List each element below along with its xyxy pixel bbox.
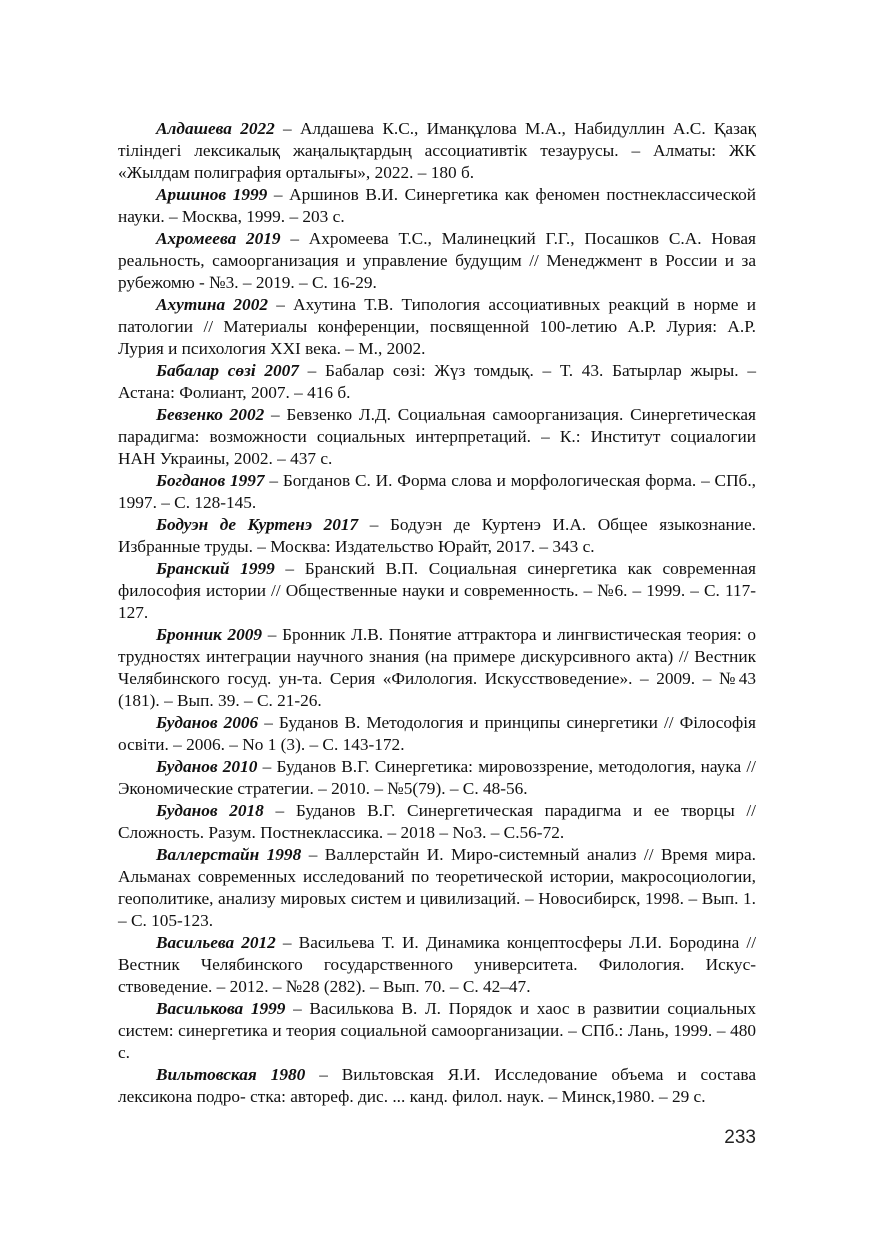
bibliography-entry [118, 998, 756, 1064]
entry-key: Буданов 2018 [156, 801, 264, 820]
entry-key: Бабалар сөзі 2007 [156, 361, 299, 380]
entry-key: Василькова 1999 [156, 999, 286, 1018]
entry-text: – Валлерстайн И. Миро-системный анализ // Время мира. Альманах современных исследований по теоретической истории, макросоциологии, геополитике, анализу мировых систем и цивилизаций. – Новосибирск, 1998. – Вып. 1. – С. 105-123. [118, 845, 757, 930]
bibliography-entry [118, 712, 756, 756]
entry-text: – Бронник Л.В. Понятие аттрактора и лингвистическая теория: о трудностях интеграции научного знания (на примере дискурсивного акта) // Вестник Челябинского госуд. ун-та. Серия «Филология. Искусствоведение». – 2009. – №43 (181). – Вып. 39. – С. 21-26. [118, 625, 756, 710]
entry-text: – Васильева Т. И. Динамика концептосферы Л.И. Бородина // Вестник Челябинского государственного университета. Филология. Искусствоведение. – 2012. – №28 (282). – Вып. 70. – С. 42–47. [118, 933, 756, 996]
entry-key: Бевзенко 2002 [156, 405, 265, 424]
entry-key: Валлерстайн 1998 [156, 845, 302, 864]
bibliography-entry [118, 800, 756, 844]
entry-key: Алдашева 2022 [156, 119, 275, 138]
entry-key: Бранский 1999 [156, 559, 275, 578]
entry-text: – Вильтовская Я.И. Исследование объема и состава лексикона подро- стка: автореф. дис. ... канд. филол. наук. – Минск,1980. – 29 с. [118, 1065, 756, 1106]
entry-text: – Буданов В.Г. Синергетика: мировоззрение, методология, наука // Экономические стратегии. – 2010. – №5(79). – С. 48-56. [118, 757, 756, 798]
entry-text: – Аршинов В.И. Синергетика как феномен постнеклассической науки. – Москва, 1999. – 203 с. [118, 185, 757, 226]
entry-text: – Буданов В. Методология и принципы синергетики // Філософія освіти. – 2006. – No 1 (3). – С. 143-172. [118, 713, 756, 754]
bibliography-entry [118, 932, 756, 998]
entry-key: Буданов 2010 [156, 757, 258, 776]
entry-text: – Алдашева К.С., Иманқұлова М.А., Набидуллин А.С. Қазақ тіліндегі лексикалық жаңалықтардың ассоциативтік тезаурусы. – Алматы: ЖК «Жылдам полиграфия орталығы», 2022. – 180 б. [118, 119, 756, 182]
entry-text: – Ахутина Т.В. Типология ассоциативных реакций в норме и патологии // Материалы конференции, посвященной 100-летию А.Р. Лурия: А.Р. Лурия и психология XXI века. – М., 2002. [118, 295, 756, 358]
entry-key: Васильева 2012 [156, 933, 276, 952]
bibliography-entry [118, 404, 756, 470]
bibliography-list [118, 118, 756, 1108]
entry-key: Бодуэн де Куртенэ 2017 [156, 515, 359, 534]
bibliography-entry [118, 514, 756, 558]
bibliography-entry [118, 294, 756, 360]
bibliography-entry [118, 756, 756, 800]
entry-text: – Богданов С. И. Форма слова и морфологическая форма. – СПб., 1997. – С. 128-145. [118, 471, 756, 512]
entry-text: – Бодуэн де Куртенэ И.А. Общее языкознание. Избранные труды. – Москва: Издательство Юрайт, 2017. – 343 с. [118, 515, 756, 556]
bibliography-entry [118, 360, 756, 404]
bibliography-entry [118, 624, 756, 712]
entry-text: – Василькова В. Л. Порядок и хаос в развитии социальных систем: синергетика и теория социальной самоорганизации. – СПб.: Лань, 1999. – 480 с. [118, 999, 756, 1062]
entry-key: Буданов 2006 [156, 713, 259, 732]
entry-text: – Бабалар сөзі: Жүз томдық. – Т. 43. Батырлар жыры. – Астана: Фолиант, 2007. – 416 б. [118, 361, 756, 402]
entry-text: – Буданов В.Г. Синергетическая парадигма и ее творцы // Сложность. Разум. Постнеклассика. – 2018 – Nо3. – С.56-72. [118, 801, 756, 842]
bibliography-entry [118, 184, 756, 228]
bibliography-entry [118, 1064, 756, 1108]
page-number: 233 [724, 1127, 756, 1148]
bibliography-entry [118, 228, 756, 294]
bibliography-entry [118, 844, 756, 932]
entry-key: Ахромеева 2019 [156, 229, 281, 248]
entry-key: Аршинов 1999 [156, 185, 268, 204]
entry-text: – Бранский В.П. Социальная синергетика как современная философия истории // Общественные науки и современность. – №6. – 1999. – С. 117-127. [118, 559, 756, 622]
bibliography-entry [118, 470, 756, 514]
entry-key: Вильтовская 1980 [156, 1065, 306, 1084]
bibliography-entry [118, 118, 756, 184]
entry-key: Богданов 1997 [156, 471, 265, 490]
entry-text: – Ахромеева Т.С., Малинецкий Г.Г., Посашков С.А. Новая реальность, самоорганизация и управление будущим // Менеджмент в России и за рубежомю - №3. – 2019. – С. 16-29. [118, 229, 756, 292]
entry-text: – Бевзенко Л.Д. Социальная самоорганизация. Синергетическая парадигма: возможности социальных интерпретаций. – К.: Институт социалогии НАН Украины, 2002. – 437 с. [118, 405, 756, 468]
entry-key: Бронник 2009 [156, 625, 263, 644]
bibliography-entry [118, 558, 756, 624]
entry-key: Ахутина 2002 [156, 295, 268, 314]
